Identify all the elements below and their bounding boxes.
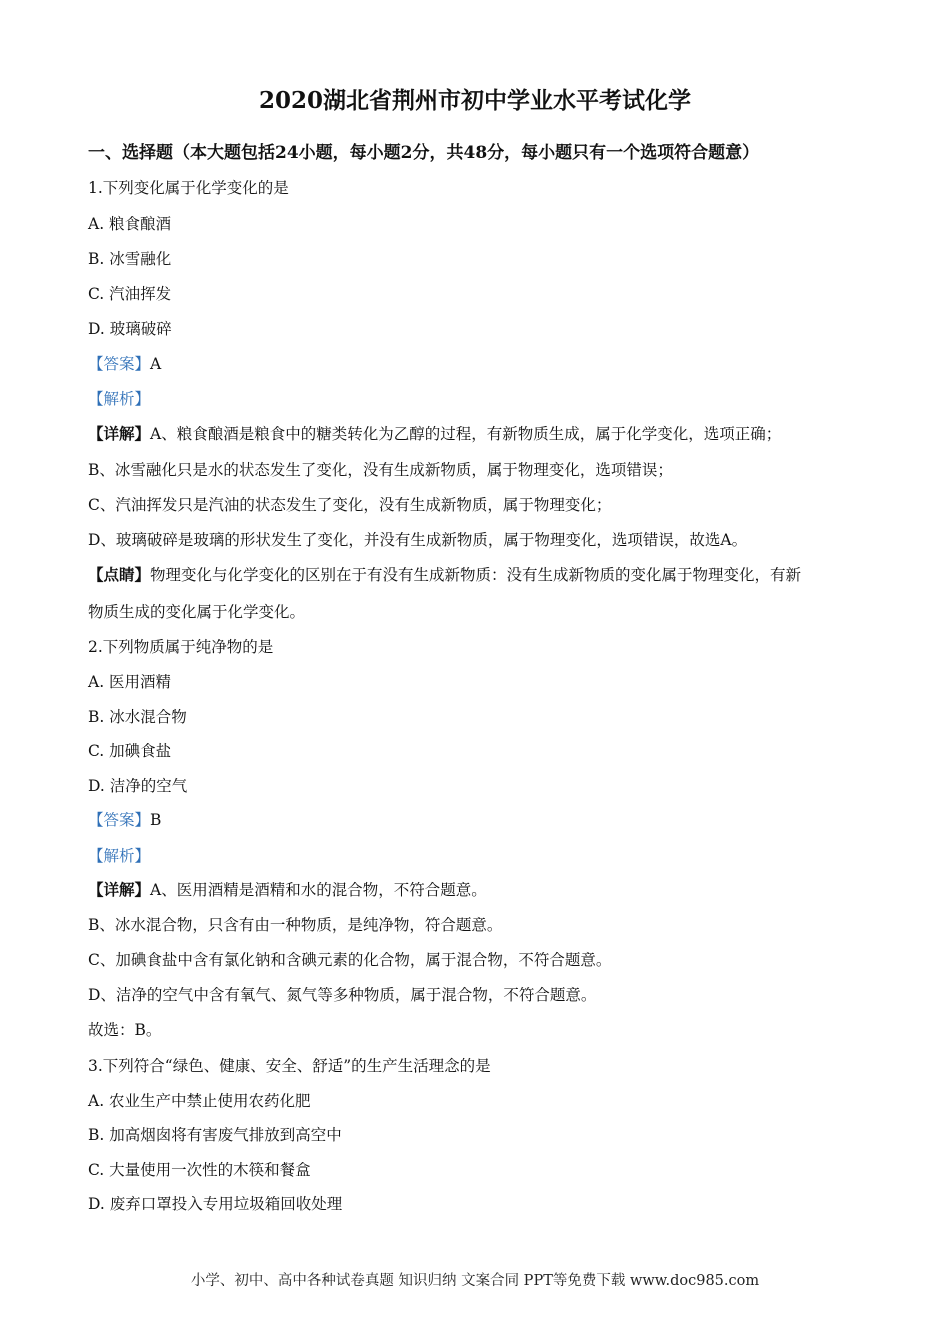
answer-tag: 【答案】 [88,355,151,373]
detail-tag: 【详解】 [88,880,151,899]
detail-tag: 【详解】 [88,424,151,443]
answer-value: B [150,811,162,829]
q3-option-c: C. 大量使用一次性的木筷和餐盒 [88,1161,311,1179]
answer-tag: 【答案】 [88,811,151,829]
q1-comment-line-1: 【点睛】物理变化与化学变化的区别在于有没有生成新物质：没有生成新物质的变化属于物理变化，有新 [88,565,802,584]
q1-detail-line-3: C、汽油挥发只是汽油的状态发生了变化，没有生成新物质，属于物理变化； [88,496,612,514]
q1-option-d: D. 玻璃破碎 [88,320,172,338]
q1-answer [88,354,161,374]
q3-option-b: B. 加高烟囱将有害废气排放到高空中 [88,1126,342,1144]
q1-option-b: B. 冰雪融化 [88,250,172,268]
section-heading: 一、选择题（本大题包括24小题，每小题2分，共48分，每小题只有一个选项符合题意） [88,143,760,163]
q2-analysis-tag: 【解析】 [88,847,151,865]
q3-option-d: D. 废弃口罩投入专用垃圾箱回收处理 [88,1195,343,1213]
q2-option-c: C. 加碘食盐 [88,742,172,760]
q3-option-a: A. 农业生产中禁止使用农药化肥 [88,1092,311,1110]
q2-option-a: A. 医用酒精 [88,673,172,691]
q1-comment-line-2: 物质生成的变化属于化学变化。 [88,603,306,621]
question-1-stem: 1.下列变化属于化学变化的是 [88,179,289,197]
answer-value: A [150,355,162,373]
comment-tag: 【点睛】 [88,565,151,584]
q1-detail-line-1: 【详解】A、粮食酿酒是粮食中的糖类转化为乙醇的过程，有新物质生成，属于化学变化，选项正确； [88,424,782,443]
q2-detail-line-4: D、洁净的空气中含有氧气、氮气等多种物质，属于混合物，不符合题意。 [88,986,597,1004]
q2-detail-line-1: 【详解】A、医用酒精是酒精和水的混合物，不符合题意。 [88,880,487,899]
q2-option-b: B. 冰水混合物 [88,708,187,726]
q1-analysis-tag: 【解析】 [88,390,151,408]
q1-option-a: A. 粮食酿酒 [88,215,172,233]
q2-detail-line-3: C、加碘食盐中含有氯化钠和含碘元素的化合物，属于混合物，不符合题意。 [88,951,612,969]
q1-detail-line-2: B、冰雪融化只是水的状态发生了变化，没有生成新物质，属于物理变化，选项错误； [88,461,673,479]
q2-option-d: D. 洁净的空气 [88,777,188,795]
q1-option-c: C. 汽油挥发 [88,285,172,303]
q2-detail-line-2: B、冰水混合物，只含有由一种物质，是纯净物，符合题意。 [88,916,503,934]
page-title: 2020湖北省荆州市初中学业水平考试化学 [258,87,691,114]
q1-detail-line-4: D、玻璃破碎是玻璃的形状发生了变化，并没有生成新物质，属于物理变化，选项错误，故选A。 [88,531,748,549]
q2-conclusion: 故选：B。 [88,1021,162,1039]
page-footer: 小学、初中、高中各种试卷真题 知识归纳 文案合同 PPT等免费下载 www.doc985.com [190,1273,760,1289]
q2-answer [88,810,161,830]
question-3-stem: 3.下列符合“绿色、健康、安全、舒适”的生产生活理念的是 [88,1057,491,1075]
question-2-stem: 2.下列物质属于纯净物的是 [88,638,274,656]
